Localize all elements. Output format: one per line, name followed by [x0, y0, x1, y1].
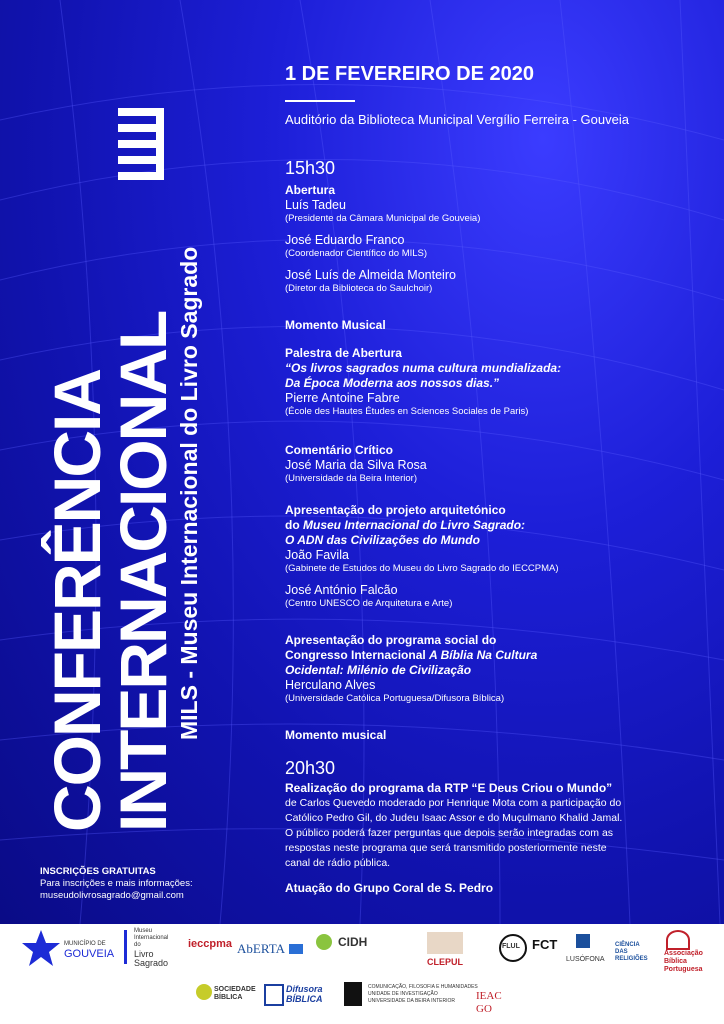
mils-line: Sagrado [134, 958, 169, 968]
event-date: 1 DE FEVEREIRO DE 2020 [285, 63, 534, 85]
ieccpma-logo: ieccpma [188, 938, 233, 950]
abertura-heading: Abertura [285, 183, 336, 197]
abp-line: Associação [664, 950, 703, 957]
speaker-affiliation: (Universidade da Beira Interior) [285, 473, 418, 484]
sociedade-biblica-logo [214, 986, 256, 1002]
programa-heading-2b: A Bíblia Na Cultura [429, 648, 538, 662]
abp-arch-icon [666, 930, 690, 950]
mils-bar-icon [124, 930, 127, 964]
speaker-affiliation: (Universidade Católica Portuguesa/Difusora Bíblica) [285, 693, 505, 704]
sociedade-circle-icon [196, 984, 212, 1000]
speaker-affiliation: (Gabinete de Estudos do Museu do Livro Sagrado do IECCPMA) [285, 563, 559, 574]
mils-logo-text [134, 928, 168, 949]
programa-heading-2a: Congresso Internacional [285, 648, 430, 662]
lusofona-mark-icon [576, 934, 590, 948]
rtp-desc-line: canal de rádio pública. [285, 857, 391, 869]
programa-heading-2 [285, 648, 715, 663]
labcom-logo [368, 984, 478, 1005]
projeto-heading-2b: Museu Internacional do Livro Sagrado: [303, 518, 526, 532]
speaker-name: José Eduardo Franco [285, 233, 405, 247]
ieac-go-logo [476, 990, 502, 1016]
sponsor-logos [0, 924, 724, 1024]
registration-email[interactable]: museudolivrosagrado@gmail.com [40, 890, 184, 901]
palestra-block [285, 346, 715, 418]
clepul-logo: CLEPUL [427, 957, 463, 967]
fct-logo: FCT [532, 937, 558, 952]
registration-heading: INSCRIÇÕES GRATUITAS [40, 866, 156, 877]
projeto-heading-3: O ADN das Civilizações do Mundo [285, 533, 480, 547]
speaker-name: José Luís de Almeida Monteiro [285, 268, 456, 282]
ciencia-line: CIÊNCIA [615, 942, 640, 948]
labcom-line: UNIDADE DE INVESTIGAÇÃO [368, 991, 438, 997]
mils-logo-mark [118, 108, 164, 186]
title-conferencia: CONFERÊNCIA [40, 369, 114, 832]
time-2030: 20h30 [285, 758, 336, 778]
mils-line: do [134, 942, 141, 948]
projeto-heading-1: Apresentação do projeto arquitetónico [285, 503, 506, 517]
sociedade-line: SOCIEDADE [214, 986, 256, 993]
projeto-heading-2a: do [285, 518, 303, 532]
programa-heading-1: Apresentação do programa social do [285, 633, 497, 647]
event-venue: Auditório da Biblioteca Municipal Vergílio Ferreira - Gouveia [285, 112, 629, 127]
speaker-affiliation: (École des Hautes Études en Sciences Sociales de Paris) [285, 406, 529, 417]
time-1530: 15h30 [285, 158, 336, 178]
speaker-affiliation: (Presidente da Câmara Municipal de Gouveia) [285, 213, 481, 224]
ciencia-line: RELIGIÕES [615, 956, 648, 962]
aberta-logo: AbERTA [237, 941, 286, 956]
momento-musical-2: Momento musical [285, 728, 387, 742]
momento-musical-1: Momento Musical [285, 318, 386, 332]
labcom-line: UNIVERSIDADE DA BEIRA INTERIOR [368, 998, 455, 1004]
projeto-block [285, 503, 715, 610]
go-line: GO [476, 1003, 492, 1015]
labcom-mark-icon [344, 982, 362, 1006]
speaker-affiliation: (Centro UNESCO de Arquitetura e Arte) [285, 598, 453, 609]
comentario-heading: Comentário Crítico [285, 443, 394, 457]
ciencia-religioes-logo [615, 942, 648, 963]
abp-logo [664, 950, 703, 974]
programa-block [285, 633, 715, 705]
registration-line: Para inscrições e mais informações: [40, 878, 193, 889]
mils-line: Livro [134, 949, 154, 959]
ieac-line: IEAC [476, 990, 502, 1002]
speaker-name: José António Falcão [285, 583, 398, 597]
lusofona-logo: LUSÓFONA [566, 956, 605, 963]
rtp-block [285, 781, 715, 871]
speaker-name: José Maria da Silva Rosa [285, 458, 427, 472]
cidh-circle-icon [316, 934, 332, 950]
flul-logo: FLUL [502, 943, 520, 950]
clepul-mark-icon [427, 932, 463, 954]
speaker-affiliation: (Diretor da Biblioteca do Saulchoir) [285, 283, 433, 294]
registration-info [40, 866, 193, 902]
speaker-name: Luís Tadeu [285, 198, 346, 212]
cidh-logo: CIDH [338, 935, 368, 949]
abp-line: Portuguesa [664, 966, 703, 973]
gouveia-logo: GOUVEIA [64, 948, 115, 960]
rtp-desc-line: O público poderá fazer perguntas que depois serão integradas com as [285, 827, 614, 839]
programa-heading-3: Ocidental: Milénio de Civilização [285, 663, 472, 677]
coral-performance: Atuação do Grupo Coral de S. Pedro [285, 881, 494, 895]
difusora-line: BÍBLICA [286, 994, 323, 1004]
rtp-desc-line: Católico Pedro Gil, do Judeu Isaac Assor e do Muçulmano Khalid Jamal. [285, 812, 623, 824]
difusora-mark-icon [264, 984, 284, 1006]
mils-line: Internacional [134, 935, 169, 941]
speaker-affiliation: (Coordenador Científico do MILS) [285, 248, 428, 259]
date-divider [285, 100, 355, 102]
gouveia-star-icon [20, 928, 62, 968]
eu-flag-icon [289, 944, 303, 954]
sociedade-line: BÍBLICA [214, 994, 243, 1001]
title-internacional: INTERNACIONAL [106, 311, 180, 832]
rtp-desc-line: respostas neste programa que será transmitido posteriormente neste [285, 842, 607, 854]
palestra-heading: Palestra de Abertura [285, 346, 402, 360]
difusora-biblica-logo [286, 984, 323, 1004]
mils-line: Museu [134, 928, 153, 934]
projeto-heading-2 [285, 518, 715, 533]
abertura-block [285, 183, 715, 295]
rtp-heading: Realização do programa da RTP “E Deus Criou o Mundo” [285, 781, 613, 795]
labcom-line: COMUNICAÇÃO, FILOSOFIA E HUMANIDADES [368, 984, 478, 990]
speaker-name: Herculano Alves [285, 678, 376, 692]
palestra-quote-2: Da Época Moderna aos nossos dias.” [285, 376, 500, 390]
title-mils: MILS - Museu Internacional do Livro Sagrado [176, 246, 202, 740]
difusora-line: Difusora [286, 984, 323, 994]
speaker-name: Pierre Antoine Fabre [285, 391, 400, 405]
gouveia-logo-small: MUNICÍPIO DE [64, 941, 106, 947]
speaker-name: João Favila [285, 548, 349, 562]
abp-line: Bíblica [664, 958, 687, 965]
comentario-block [285, 443, 715, 485]
mils-logo-text-2 [134, 950, 168, 968]
palestra-quote-1: “Os livros sagrados numa cultura mundializada: [285, 361, 562, 375]
rtp-desc-line: de Carlos Quevedo moderado por Henrique Mota com a participação do [285, 797, 622, 809]
ciencia-line: DAS [615, 949, 628, 955]
